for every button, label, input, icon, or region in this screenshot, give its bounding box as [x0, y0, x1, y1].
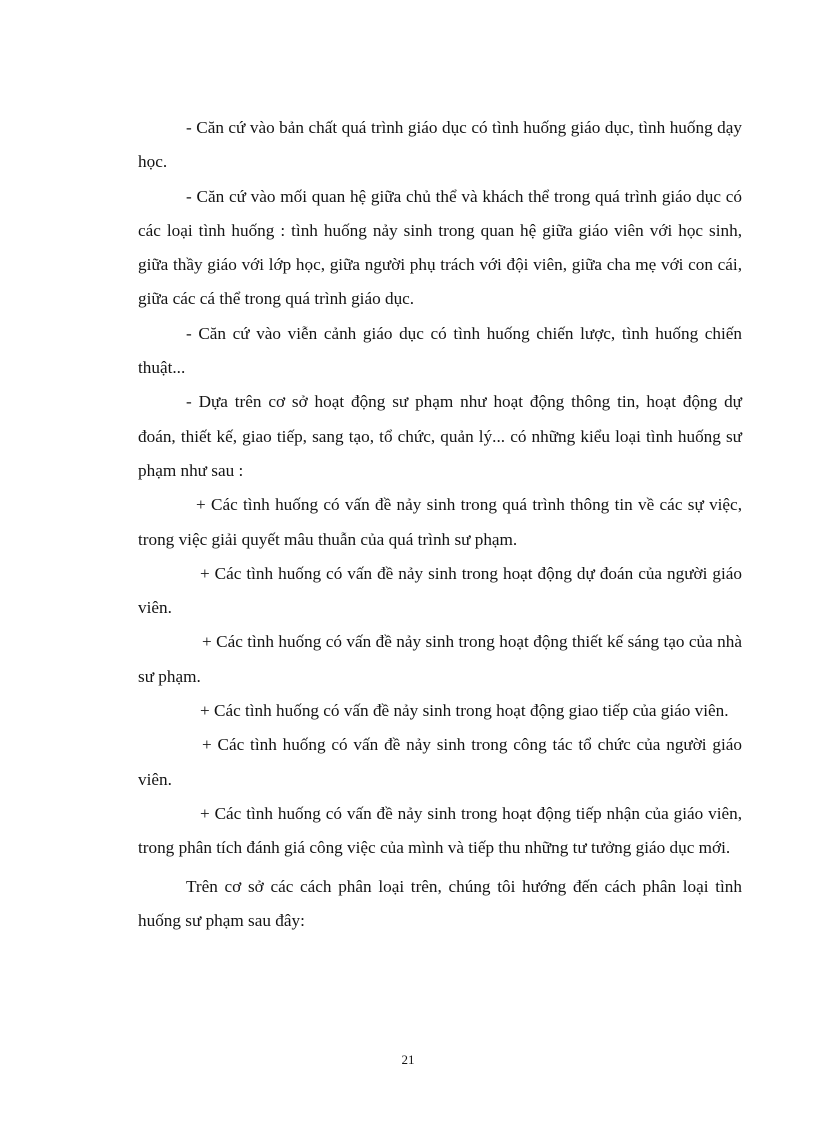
page-number: 21	[401, 1052, 415, 1067]
paragraph-7: + Các tình huống có vấn đề nảy sinh trong hoạt động thiết kế sáng tạo của nhà sư phạm.	[138, 632, 742, 686]
paragraph-2: - Căn cứ vào mối quan hệ giữa chủ thể và khách thể trong quá trình giáo dục có các loại tình huống : tình huống nảy sinh trong quan hệ giữa giáo viên với học sinh, giữa thầy giáo với lớp học, giữa người phụ trách với đội viên, giữa cha mẹ với con cái, giữa các cá thể trong quá trình giáo dục.	[138, 186, 742, 309]
paragraph-1: - Căn cứ vào bản chất quá trình giáo dục có tình huống giáo dục, tình huống dạy học.	[138, 118, 742, 172]
paragraph-4: - Dựa trên cơ sở hoạt động sư phạm như hoạt động thông tin, hoạt động dự đoán, thiết kế, giao tiếp, sang tạo, tổ chức, quản lý... có những kiểu loại tình huống sư phạm như sau :	[138, 392, 742, 480]
paragraph-6: + Các tình huống có vấn đề nảy sinh trong hoạt động dự đoán của người giáo viên.	[138, 563, 742, 618]
paragraph-5: + Các tình huống có vấn đề nảy sinh trong quá trình thông tin về các sự việc, trong việc giải quyết mâu thuẫn của quá trình sư phạm.	[138, 495, 742, 549]
paragraph-8: + Các tình huống có vấn đề nảy sinh trong hoạt động giao tiếp của giáo viên.	[200, 701, 729, 721]
paragraph-10: + Các tình huống có vấn đề nảy sinh trong hoạt động tiếp nhận của giáo viên, trong phân tích đánh giá công việc của mình và tiếp thu những tư tưởng giáo dục mới.	[138, 803, 742, 858]
paragraph-9: + Các tình huống có vấn đề nảy sinh trong công tác tổ chức của người giáo viên.	[138, 735, 742, 789]
body-text	[138, 111, 742, 938]
paragraph-3: - Căn cứ vào viễn cảnh giáo dục có tình huống chiến lược, tình huống chiến thuật...	[138, 323, 742, 378]
paragraph-11: Trên cơ sở các cách phân loại trên, chúng tôi hướng đến cách phân loại tình huống sư phạm sau đây:	[138, 876, 742, 930]
